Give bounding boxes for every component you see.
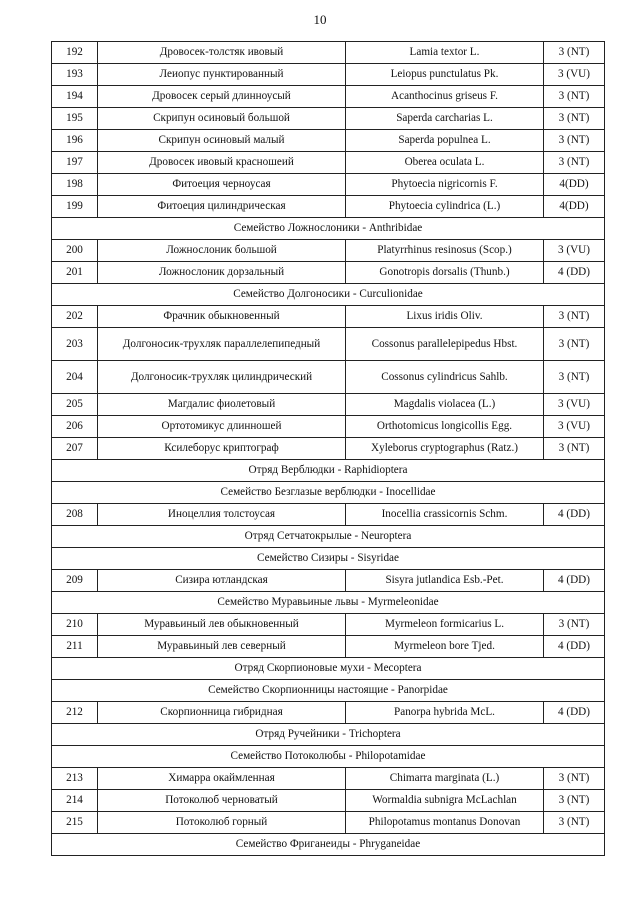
russian-name: Дровосек-толстяк ивовый bbox=[98, 42, 346, 64]
russian-name: Ксилеборус криптограф bbox=[98, 438, 346, 460]
latin-name: Leiopus punctulatus Pk. bbox=[346, 64, 544, 86]
latin-name: Panorpa hybrida McL. bbox=[346, 702, 544, 724]
taxon-header-row bbox=[52, 218, 605, 240]
taxon-header: Отряд Сетчатокрылые - Neuroptera bbox=[52, 526, 605, 548]
latin-name: Lamia textor L. bbox=[346, 42, 544, 64]
species-row bbox=[52, 306, 605, 328]
taxon-header: Семейство Безглазые верблюдки - Inocellidae bbox=[52, 482, 605, 504]
russian-name: Леиопус пунктированный bbox=[98, 64, 346, 86]
latin-name: Lixus iridis Oliv. bbox=[346, 306, 544, 328]
russian-name: Ложнослоник большой bbox=[98, 240, 346, 262]
species-number: 208 bbox=[52, 504, 98, 526]
latin-name: Saperda populnea L. bbox=[346, 130, 544, 152]
status-category: 3 (NT) bbox=[544, 152, 605, 174]
species-number: 204 bbox=[52, 361, 98, 394]
russian-name: Ложнослоник дорзальный bbox=[98, 262, 346, 284]
russian-name: Иноцеллия толстоусая bbox=[98, 504, 346, 526]
species-number: 202 bbox=[52, 306, 98, 328]
russian-name: Муравьиный лев северный bbox=[98, 636, 346, 658]
status-category: 3 (NT) bbox=[544, 130, 605, 152]
species-number: 209 bbox=[52, 570, 98, 592]
species-row bbox=[52, 262, 605, 284]
russian-name: Долгоносик-трухляк параллелепипедный bbox=[98, 328, 346, 361]
status-category: 3 (VU) bbox=[544, 64, 605, 86]
latin-name: Platyrrhinus resinosus (Scop.) bbox=[346, 240, 544, 262]
russian-name: Химарра окаймленная bbox=[98, 768, 346, 790]
russian-name: Сизира ютландская bbox=[98, 570, 346, 592]
species-row bbox=[52, 416, 605, 438]
species-row bbox=[52, 504, 605, 526]
red-list-table bbox=[51, 41, 605, 856]
taxon-header-row bbox=[52, 724, 605, 746]
species-row bbox=[52, 130, 605, 152]
taxon-header-row bbox=[52, 658, 605, 680]
latin-name: Inocellia crassicornis Schm. bbox=[346, 504, 544, 526]
latin-name: Acanthocinus griseus F. bbox=[346, 86, 544, 108]
species-number: 203 bbox=[52, 328, 98, 361]
status-category: 3 (NT) bbox=[544, 438, 605, 460]
russian-name: Дровосек серый длинноусый bbox=[98, 86, 346, 108]
russian-name: Фитоеция черноусая bbox=[98, 174, 346, 196]
russian-name: Ортотомикус длинношей bbox=[98, 416, 346, 438]
status-category: 4 (DD) bbox=[544, 262, 605, 284]
species-number: 206 bbox=[52, 416, 98, 438]
status-category: 3 (NT) bbox=[544, 812, 605, 834]
species-number: 196 bbox=[52, 130, 98, 152]
species-row bbox=[52, 790, 605, 812]
status-category: 4 (DD) bbox=[544, 504, 605, 526]
status-category: 3 (NT) bbox=[544, 614, 605, 636]
taxon-header: Отряд Верблюдки - Raphidioptera bbox=[52, 460, 605, 482]
species-number: 211 bbox=[52, 636, 98, 658]
taxon-header-row bbox=[52, 592, 605, 614]
species-number: 195 bbox=[52, 108, 98, 130]
taxon-header: Семейство Долгоносики - Curculionidae bbox=[52, 284, 605, 306]
status-category: 3 (VU) bbox=[544, 394, 605, 416]
species-row bbox=[52, 196, 605, 218]
latin-name: Phytoecia cylindrica (L.) bbox=[346, 196, 544, 218]
taxon-header: Семейство Муравьиные львы - Myrmeleonidae bbox=[52, 592, 605, 614]
taxon-header-row bbox=[52, 548, 605, 570]
species-row bbox=[52, 328, 605, 361]
latin-name: Orthotomicus longicollis Egg. bbox=[346, 416, 544, 438]
species-row bbox=[52, 86, 605, 108]
species-number: 197 bbox=[52, 152, 98, 174]
latin-name: Saperda carcharias L. bbox=[346, 108, 544, 130]
species-row bbox=[52, 108, 605, 130]
status-category: 3 (VU) bbox=[544, 416, 605, 438]
latin-name: Cossonus cylindricus Sahlb. bbox=[346, 361, 544, 394]
russian-name: Потоколюб горный bbox=[98, 812, 346, 834]
status-category: 3 (NT) bbox=[544, 108, 605, 130]
species-row bbox=[52, 361, 605, 394]
red-list-table-body bbox=[52, 42, 605, 856]
species-number: 213 bbox=[52, 768, 98, 790]
status-category: 3 (VU) bbox=[544, 240, 605, 262]
status-category: 3 (NT) bbox=[544, 42, 605, 64]
status-category: 4 (DD) bbox=[544, 636, 605, 658]
species-number: 193 bbox=[52, 64, 98, 86]
species-number: 214 bbox=[52, 790, 98, 812]
russian-name: Дровосек ивовый красношеий bbox=[98, 152, 346, 174]
latin-name: Sisyra jutlandica Esb.-Pet. bbox=[346, 570, 544, 592]
taxon-header: Семейство Скорпионницы настоящие - Panorpidae bbox=[52, 680, 605, 702]
species-number: 200 bbox=[52, 240, 98, 262]
latin-name: Oberea oculata L. bbox=[346, 152, 544, 174]
russian-name: Скрипун осиновый большой bbox=[98, 108, 346, 130]
species-number: 210 bbox=[52, 614, 98, 636]
taxon-header: Отряд Ручейники - Trichoptera bbox=[52, 724, 605, 746]
species-row bbox=[52, 42, 605, 64]
taxon-header: Семейство Сизиры - Sisyridae bbox=[52, 548, 605, 570]
latin-name: Gonotropis dorsalis (Thunb.) bbox=[346, 262, 544, 284]
russian-name: Скорпионница гибридная bbox=[98, 702, 346, 724]
taxon-header-row bbox=[52, 746, 605, 768]
russian-name: Долгоносик-трухляк цилиндрический bbox=[98, 361, 346, 394]
taxon-header-row bbox=[52, 460, 605, 482]
status-category: 3 (NT) bbox=[544, 361, 605, 394]
species-row bbox=[52, 174, 605, 196]
taxon-header-row bbox=[52, 482, 605, 504]
latin-name: Wormaldia subnigra McLachlan bbox=[346, 790, 544, 812]
russian-name: Магдалис фиолетовый bbox=[98, 394, 346, 416]
taxon-header: Отряд Скорпионовые мухи - Mecoptera bbox=[52, 658, 605, 680]
status-category: 4 (DD) bbox=[544, 570, 605, 592]
latin-name: Philopotamus montanus Donovan bbox=[346, 812, 544, 834]
species-number: 194 bbox=[52, 86, 98, 108]
species-number: 205 bbox=[52, 394, 98, 416]
species-row bbox=[52, 240, 605, 262]
species-row bbox=[52, 768, 605, 790]
taxon-header: Семейство Потоколюбы - Philopotamidae bbox=[52, 746, 605, 768]
species-number: 192 bbox=[52, 42, 98, 64]
species-number: 201 bbox=[52, 262, 98, 284]
status-category: 3 (NT) bbox=[544, 790, 605, 812]
taxon-header: Семейство Фриганеиды - Phryganeidae bbox=[52, 834, 605, 856]
latin-name: Myrmeleon formicarius L. bbox=[346, 614, 544, 636]
russian-name: Фрачник обыкновенный bbox=[98, 306, 346, 328]
page-number: 10 bbox=[313, 12, 327, 27]
species-row bbox=[52, 614, 605, 636]
taxon-header: Семейство Ложнослоники - Anthribidae bbox=[52, 218, 605, 240]
status-category: 4(DD) bbox=[544, 196, 605, 218]
taxon-header-row bbox=[52, 834, 605, 856]
species-row bbox=[52, 636, 605, 658]
latin-name: Myrmeleon bore Tjed. bbox=[346, 636, 544, 658]
latin-name: Chimarra marginata (L.) bbox=[346, 768, 544, 790]
species-row bbox=[52, 394, 605, 416]
russian-name: Муравьиный лев обыкновенный bbox=[98, 614, 346, 636]
species-row bbox=[52, 438, 605, 460]
status-category: 3 (NT) bbox=[544, 306, 605, 328]
status-category: 3 (NT) bbox=[544, 768, 605, 790]
taxon-header-row bbox=[52, 284, 605, 306]
species-number: 212 bbox=[52, 702, 98, 724]
species-row bbox=[52, 64, 605, 86]
latin-name: Cossonus parallelepipedus Hbst. bbox=[346, 328, 544, 361]
status-category: 4(DD) bbox=[544, 174, 605, 196]
species-number: 215 bbox=[52, 812, 98, 834]
taxon-header-row bbox=[52, 526, 605, 548]
species-row bbox=[52, 812, 605, 834]
species-number: 199 bbox=[52, 196, 98, 218]
species-row bbox=[52, 152, 605, 174]
latin-name: Magdalis violacea (L.) bbox=[346, 394, 544, 416]
status-category: 3 (NT) bbox=[544, 328, 605, 361]
status-category: 3 (NT) bbox=[544, 86, 605, 108]
species-row bbox=[52, 570, 605, 592]
russian-name: Скрипун осиновый малый bbox=[98, 130, 346, 152]
russian-name: Фитоеция цилиндрическая bbox=[98, 196, 346, 218]
status-category: 4 (DD) bbox=[544, 702, 605, 724]
species-number: 198 bbox=[52, 174, 98, 196]
taxon-header-row bbox=[52, 680, 605, 702]
species-row bbox=[52, 702, 605, 724]
species-number: 207 bbox=[52, 438, 98, 460]
russian-name: Потоколюб черноватый bbox=[98, 790, 346, 812]
latin-name: Xyleborus cryptographus (Ratz.) bbox=[346, 438, 544, 460]
latin-name: Phytoecia nigricornis F. bbox=[346, 174, 544, 196]
